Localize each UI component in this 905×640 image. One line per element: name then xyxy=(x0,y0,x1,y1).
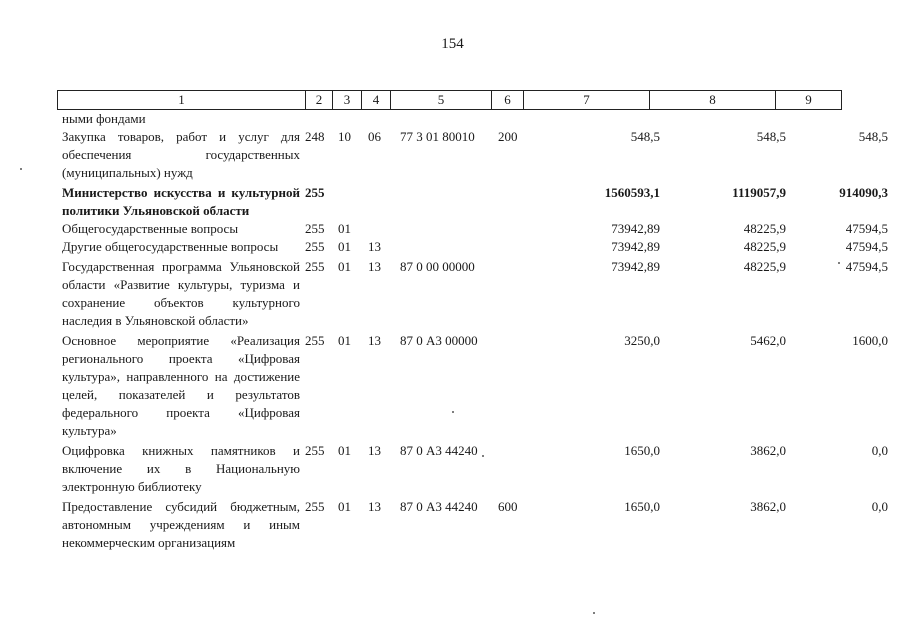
table-row xyxy=(62,128,888,182)
cell-target-article: 87 0 А3 00000 xyxy=(400,333,478,348)
row-name: Закупка товаров, работ и услуг для обеспечения государственных (муниципальных) нужд xyxy=(62,129,300,180)
cell-value-col7: 3250,0 xyxy=(624,333,660,348)
cell-value-col9: 0,0 xyxy=(871,443,888,458)
cell-value-col9: 0,0 xyxy=(871,499,888,514)
row-name: Предоставление субсидий бюджетным, автономным учреждениям и иным некоммерческим организациям xyxy=(62,499,300,550)
column-header-6: 6 xyxy=(492,91,524,110)
cell-section: 01 xyxy=(338,239,351,254)
cell-target-article: 87 0 А3 44240 xyxy=(400,443,478,458)
cell-value-col7: 1560593,1 xyxy=(604,185,660,200)
cell-value-col8: 548,5 xyxy=(756,129,786,144)
scan-speck xyxy=(452,411,454,413)
row-name: Другие общегосударственные вопросы xyxy=(62,239,279,254)
scan-speck xyxy=(593,612,595,614)
cell-section: 01 xyxy=(338,333,351,348)
cell-value-col9: 47594,5 xyxy=(845,259,888,274)
cell-value-col8: 48225,9 xyxy=(743,259,786,274)
column-header-9: 9 xyxy=(776,91,842,110)
row-name: Оцифровка книжных памятников и включение их в Национальную электронную библиотеку xyxy=(62,443,300,494)
table-row xyxy=(62,184,888,220)
cell-target-article: 87 0 А3 44240 xyxy=(400,499,478,514)
cell-value-col8: 48225,9 xyxy=(743,239,786,254)
column-header-5: 5 xyxy=(391,91,492,110)
cell-value-col9: 1600,0 xyxy=(852,333,888,348)
cell-subsection: 13 xyxy=(368,443,381,458)
cell-value-col7: 73942,89 xyxy=(611,239,660,254)
table-row xyxy=(62,258,888,330)
cell-value-col9: 548,5 xyxy=(858,129,888,144)
cell-ministry-code: 255 xyxy=(305,185,325,200)
scan-speck xyxy=(482,455,484,457)
cell-value-col7: 73942,89 xyxy=(611,221,660,236)
cell-ministry-code: 248 xyxy=(305,129,325,144)
cell-ministry-code: 255 xyxy=(305,239,325,254)
cell-value-col9: 914090,3 xyxy=(839,185,888,200)
row-name: Основное мероприятие «Реализация регионального проекта «Цифровая культура», направленного на достижение целей, показателей и результатов федерального проекта «Цифровая культура» xyxy=(62,333,300,438)
table-row xyxy=(62,238,888,256)
cell-value-col9: 47594,5 xyxy=(845,221,888,236)
cell-section: 01 xyxy=(338,443,351,458)
cell-subsection: 13 xyxy=(368,333,381,348)
cell-subsection: 13 xyxy=(368,499,381,514)
table-row xyxy=(62,332,888,440)
budget-table-body xyxy=(62,110,888,552)
cell-subsection: 13 xyxy=(368,259,381,274)
column-header-row xyxy=(57,90,842,110)
cell-expense-type: 200 xyxy=(498,129,518,144)
cell-value-col7: 1650,0 xyxy=(624,499,660,514)
column-header-8: 8 xyxy=(650,91,776,110)
cell-ministry-code: 255 xyxy=(305,333,325,348)
row-name: Государственная программа Ульяновской области «Развитие культуры, туризма и сохранение объектов культурного наследия в Ульяновской области» xyxy=(62,259,300,328)
column-header-2: 2 xyxy=(306,91,333,110)
cell-ministry-code: 255 xyxy=(305,499,325,514)
cell-value-col8: 3862,0 xyxy=(750,443,786,458)
cell-value-col8: 48225,9 xyxy=(743,221,786,236)
column-header-1: 1 xyxy=(58,91,306,110)
cell-subsection: 13 xyxy=(368,239,381,254)
cell-section: 01 xyxy=(338,499,351,514)
cell-target-article: 87 0 00 00000 xyxy=(400,259,475,274)
cell-ministry-code: 255 xyxy=(305,221,325,236)
row-name: Общегосударственные вопросы xyxy=(62,221,239,236)
table-row xyxy=(62,498,888,552)
cell-target-article: 77 3 01 80010 xyxy=(400,129,475,144)
cell-subsection: 06 xyxy=(368,129,381,144)
column-header-3: 3 xyxy=(333,91,362,110)
cell-value-col8: 1119057,9 xyxy=(732,185,786,200)
table-row xyxy=(62,220,888,238)
column-header-7: 7 xyxy=(524,91,650,110)
row-name: ными фондами xyxy=(62,111,146,126)
cell-value-col7: 548,5 xyxy=(630,129,660,144)
column-header-4: 4 xyxy=(362,91,391,110)
cell-expense-type: 600 xyxy=(498,499,518,514)
table-row xyxy=(62,442,888,496)
scan-speck xyxy=(838,262,840,264)
cell-section: 01 xyxy=(338,259,351,274)
cell-value-col9: 47594,5 xyxy=(845,239,888,254)
cell-section: 10 xyxy=(338,129,351,144)
cell-value-col7: 73942,89 xyxy=(611,259,660,274)
scan-speck xyxy=(20,168,22,170)
cell-value-col7: 1650,0 xyxy=(624,443,660,458)
cell-ministry-code: 255 xyxy=(305,259,325,274)
cell-ministry-code: 255 xyxy=(305,443,325,458)
cell-section: 01 xyxy=(338,221,351,236)
cell-value-col8: 3862,0 xyxy=(750,499,786,514)
table-row xyxy=(62,110,852,128)
page-number: 154 xyxy=(441,36,464,52)
cell-value-col8: 5462,0 xyxy=(750,333,786,348)
row-name: Министерство искусства и культурной политики Ульяновской области xyxy=(62,185,300,218)
